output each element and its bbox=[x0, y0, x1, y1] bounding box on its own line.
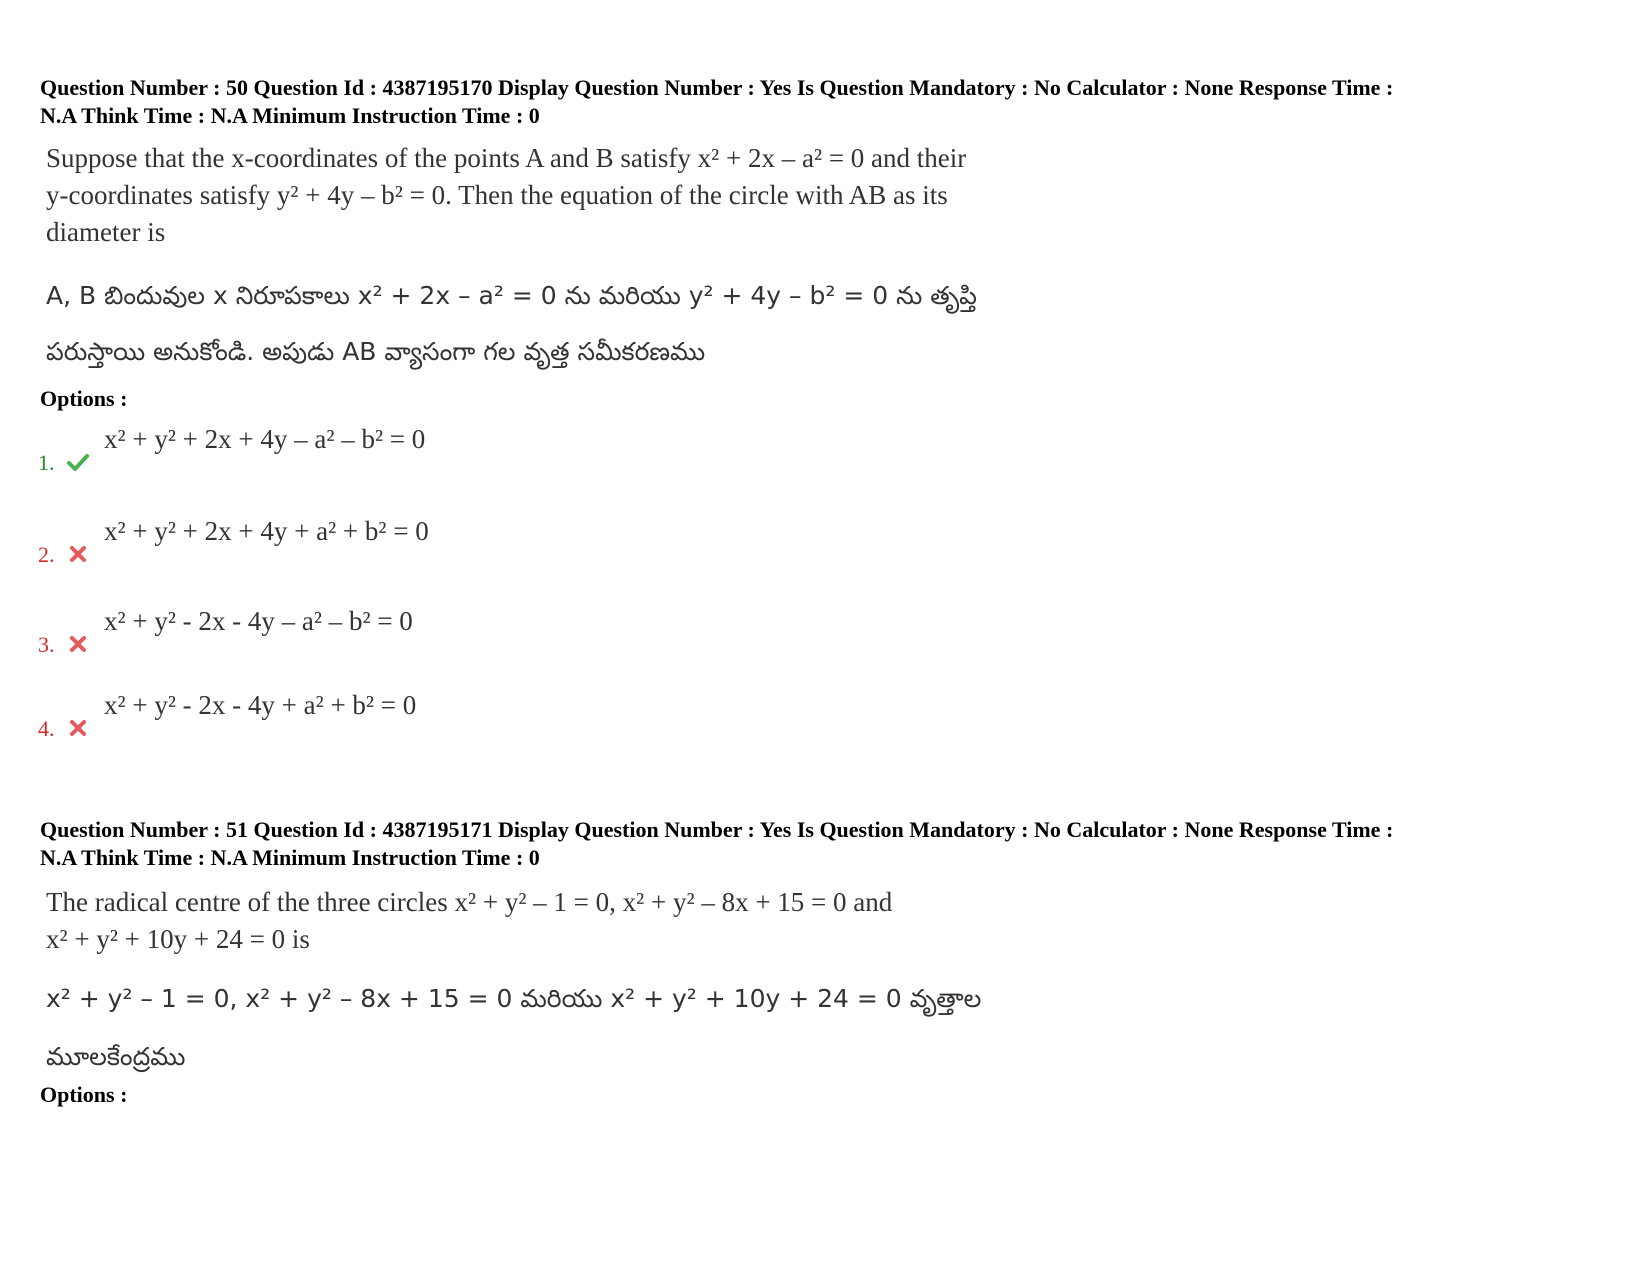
q50-meta-line2: N.A Think Time : N.A Minimum Instruction Time : 0 bbox=[40, 103, 540, 128]
q50-te-line1: A, B బిందువుల x నిరూపకాలు x² + 2x – a² = 0 ను మరియు y² + 4y – b² = 0 ను తృప్తి bbox=[46, 281, 977, 310]
q51-options-label: Options : bbox=[40, 1082, 128, 1107]
q50-en-line1: Suppose that the x-coordinates of the points A and B satisfy x² + 2x – a² = 0 and their bbox=[46, 143, 967, 173]
q51-en-line2: x² + y² + 10y + 24 = 0 is bbox=[46, 924, 310, 954]
q51-te-line1: x² + y² – 1 = 0, x² + y² – 8x + 15 = 0 మరియు x² + y² + 10y + 24 = 0 వృత్తాల bbox=[46, 984, 982, 1013]
cross-icon bbox=[66, 632, 90, 656]
check-icon bbox=[66, 450, 90, 474]
q51-question-english bbox=[46, 884, 1146, 958]
q51-meta bbox=[40, 816, 1620, 872]
q50-en-line3: diameter is bbox=[46, 217, 166, 247]
q51-question-telugu bbox=[46, 970, 1146, 1086]
q51-meta-line2: N.A Think Time : N.A Minimum Instruction Time : 0 bbox=[40, 845, 540, 870]
option-text: x² + y² - 2x - 4y – a² – b² = 0 bbox=[104, 606, 413, 636]
q50-en-line2: y-coordinates satisfy y² + 4y – b² = 0. Then the equation of the circle with AB as its bbox=[46, 180, 948, 210]
q50-meta-line1: Question Number : 50 Question Id : 4387195170 Display Question Number : Yes Is Question Mandatory : No Calculator : None Response Time : bbox=[40, 75, 1394, 100]
option-number: 1. bbox=[38, 450, 55, 475]
option-text: x² + y² + 2x + 4y – a² – b² = 0 bbox=[104, 424, 426, 454]
option-text: x² + y² - 2x - 4y + a² + b² = 0 bbox=[104, 690, 417, 720]
q51-meta-line1: Question Number : 51 Question Id : 4387195171 Display Question Number : Yes Is Question Mandatory : No Calculator : None Response Time : bbox=[40, 817, 1394, 842]
q51-en-line1: The radical centre of the three circles x² + y² – 1 = 0, x² + y² – 8x + 15 = 0 and bbox=[46, 887, 893, 917]
option-number: 4. bbox=[38, 716, 55, 741]
q50-question-telugu bbox=[46, 268, 1146, 380]
q50-question-english bbox=[46, 140, 1146, 251]
option-text: x² + y² + 2x + 4y + a² + b² = 0 bbox=[104, 516, 429, 546]
option-number: 2. bbox=[38, 542, 55, 567]
cross-icon bbox=[66, 542, 90, 566]
q51-te-line2: మూలకేంద్రము bbox=[46, 1042, 186, 1071]
q50-te-line2: పరుస్తాయి అనుకోండి. అపుడు AB వ్యాసంగా గల వృత్త సమీకరణము bbox=[46, 337, 706, 366]
q50-options-label: Options : bbox=[40, 386, 128, 411]
q50-meta bbox=[40, 74, 1620, 130]
cross-icon bbox=[66, 716, 90, 740]
option-number: 3. bbox=[38, 632, 55, 657]
